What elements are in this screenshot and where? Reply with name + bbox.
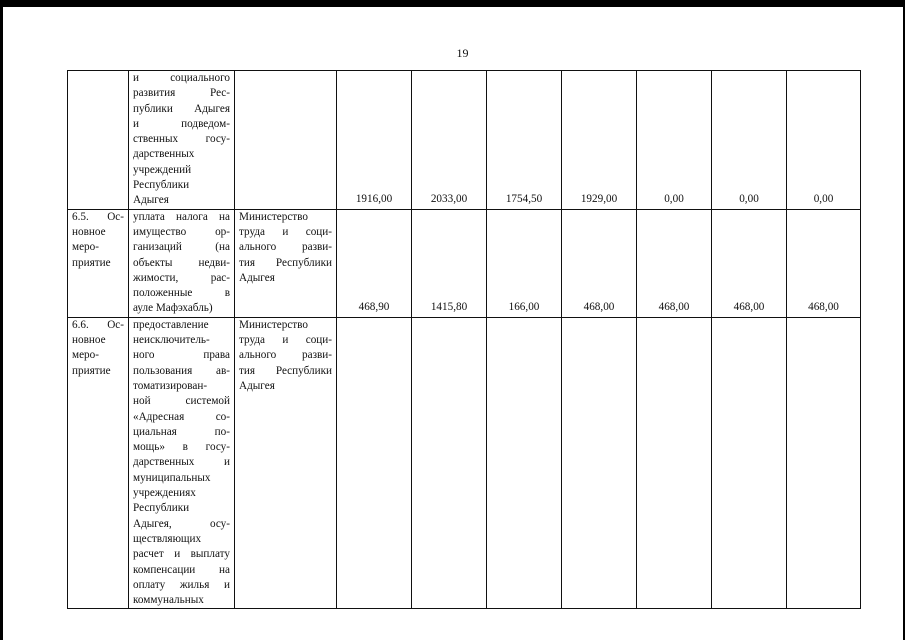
funding-value-cell: 1415,80 [412, 209, 487, 317]
event-code-cell-line: 6.6. Ос- [72, 318, 124, 331]
event-name-cell-line: ственных госу- [133, 133, 230, 146]
event-code-cell-line: меро- [72, 349, 99, 362]
executor-cell [235, 209, 337, 317]
event-name-cell-line: учреждений [133, 163, 192, 176]
event-name-cell-line: уплата налога на [133, 210, 230, 223]
event-name-cell-line: циальная по- [133, 425, 230, 438]
event-name-cell-line: дарственных и [133, 456, 230, 469]
event-code-cell [68, 317, 129, 609]
executor-cell [235, 317, 337, 609]
event-name-cell-line: пользования ав- [133, 364, 230, 377]
event-name-cell-line: ного права [133, 349, 230, 362]
table-row [68, 71, 861, 210]
funding-value-cell: 468,00 [787, 209, 861, 317]
event-name-cell-line: ществляющих [133, 532, 202, 545]
event-name-cell-line: Адыгея, осу- [133, 517, 230, 530]
funding-value-cell [562, 317, 637, 609]
event-name-cell-line: расчет и выплату [133, 548, 230, 561]
event-name-cell-line: «Адресная со- [133, 410, 230, 423]
page-number: 19 [456, 46, 469, 60]
executor-cell-line: Адыгея [239, 379, 275, 392]
event-name-cell-line: развития Рес- [133, 87, 230, 100]
table-row [68, 209, 861, 317]
funding-value-cell: 468,00 [562, 209, 637, 317]
executor-cell-line: труда и соци- [239, 225, 332, 238]
event-name-cell-line: и социального [133, 72, 230, 84]
funding-value-cell [412, 317, 487, 609]
funding-value-cell: 2033,00 [412, 71, 487, 210]
event-name-cell-line: компенсации на [133, 563, 230, 576]
event-name-cell-line: объекты недви- [133, 256, 230, 269]
event-name-cell [129, 209, 235, 317]
event-code-cell-line: приятие [72, 364, 111, 377]
executor-cell [235, 71, 337, 210]
funding-value-cell: 468,00 [712, 209, 787, 317]
executor-cell-line: тия Республики [239, 256, 332, 269]
executor-cell-line: ального разви- [239, 349, 332, 362]
event-name-cell-line: дарственных [133, 148, 195, 161]
event-name-cell-line: коммунальных [133, 594, 204, 607]
event-name-cell-line: Республики [133, 179, 190, 192]
event-name-cell-line: ганизаций (на [133, 241, 230, 254]
event-name-cell-line: ной системой [133, 395, 230, 408]
executor-cell-line: Министерство [239, 210, 308, 223]
event-code-cell-line: меро- [72, 241, 99, 254]
event-code-cell-line: 6.5. Ос- [72, 210, 124, 223]
funding-value-cell [337, 317, 412, 609]
funding-value-cell: 1916,00 [337, 71, 412, 210]
event-name-cell-line: предоставление [133, 318, 209, 331]
funding-value-cell: 468,90 [337, 209, 412, 317]
funding-value-cell: 468,00 [637, 209, 712, 317]
event-name-cell [129, 317, 235, 609]
funding-value-cell: 1754,50 [487, 71, 562, 210]
event-name-cell-line: томатизирован- [133, 379, 208, 392]
funding-value-cell: 0,00 [712, 71, 787, 210]
scan-left-border [0, 0, 3, 640]
table-body [68, 71, 861, 609]
event-code-cell [68, 71, 129, 210]
executor-cell-line: труда и соци- [239, 334, 332, 347]
funding-value-cell: 166,00 [487, 209, 562, 317]
funding-value-cell: 0,00 [637, 71, 712, 210]
event-name-cell [129, 71, 235, 210]
event-code-cell-line: новное [72, 334, 106, 347]
funding-value-cell [487, 317, 562, 609]
event-name-cell-line: публики Адыгея [133, 102, 230, 115]
event-name-cell-line: неисключитель- [133, 334, 210, 347]
event-name-cell-line: мощь» в госу- [133, 441, 230, 454]
event-name-cell-line: ауле Мафэхабль) [133, 302, 213, 315]
event-name-cell-line: учреждениях [133, 487, 196, 500]
funding-value-cell: 1929,00 [562, 71, 637, 210]
funding-value-cell [637, 317, 712, 609]
executor-cell-line: ального разви- [239, 241, 332, 254]
executor-cell-line: тия Республики [239, 364, 332, 377]
funding-value-cell: 0,00 [787, 71, 861, 210]
event-name-cell-line: положенные в [133, 287, 230, 300]
event-name-cell-line: муниципальных [133, 471, 211, 484]
event-code-cell-line: приятие [72, 256, 111, 269]
event-name-cell-line: Адыгея [133, 194, 169, 207]
scan-top-border [0, 0, 905, 7]
funding-value-cell [712, 317, 787, 609]
event-name-cell-line: Республики [133, 502, 190, 515]
executor-cell-line: Адыгея [239, 271, 275, 284]
event-name-cell-line: оплату жилья и [133, 578, 230, 591]
program-table [67, 70, 861, 609]
event-name-cell-line: жимости, рас- [133, 271, 230, 284]
event-code-cell-line: новное [72, 225, 106, 238]
event-code-cell [68, 209, 129, 317]
table-row [68, 317, 861, 609]
event-name-cell-line: и подведом- [133, 117, 230, 130]
funding-value-cell [787, 317, 861, 609]
event-name-cell-line: имущество ор- [133, 225, 230, 238]
executor-cell-line: Министерство [239, 318, 308, 331]
